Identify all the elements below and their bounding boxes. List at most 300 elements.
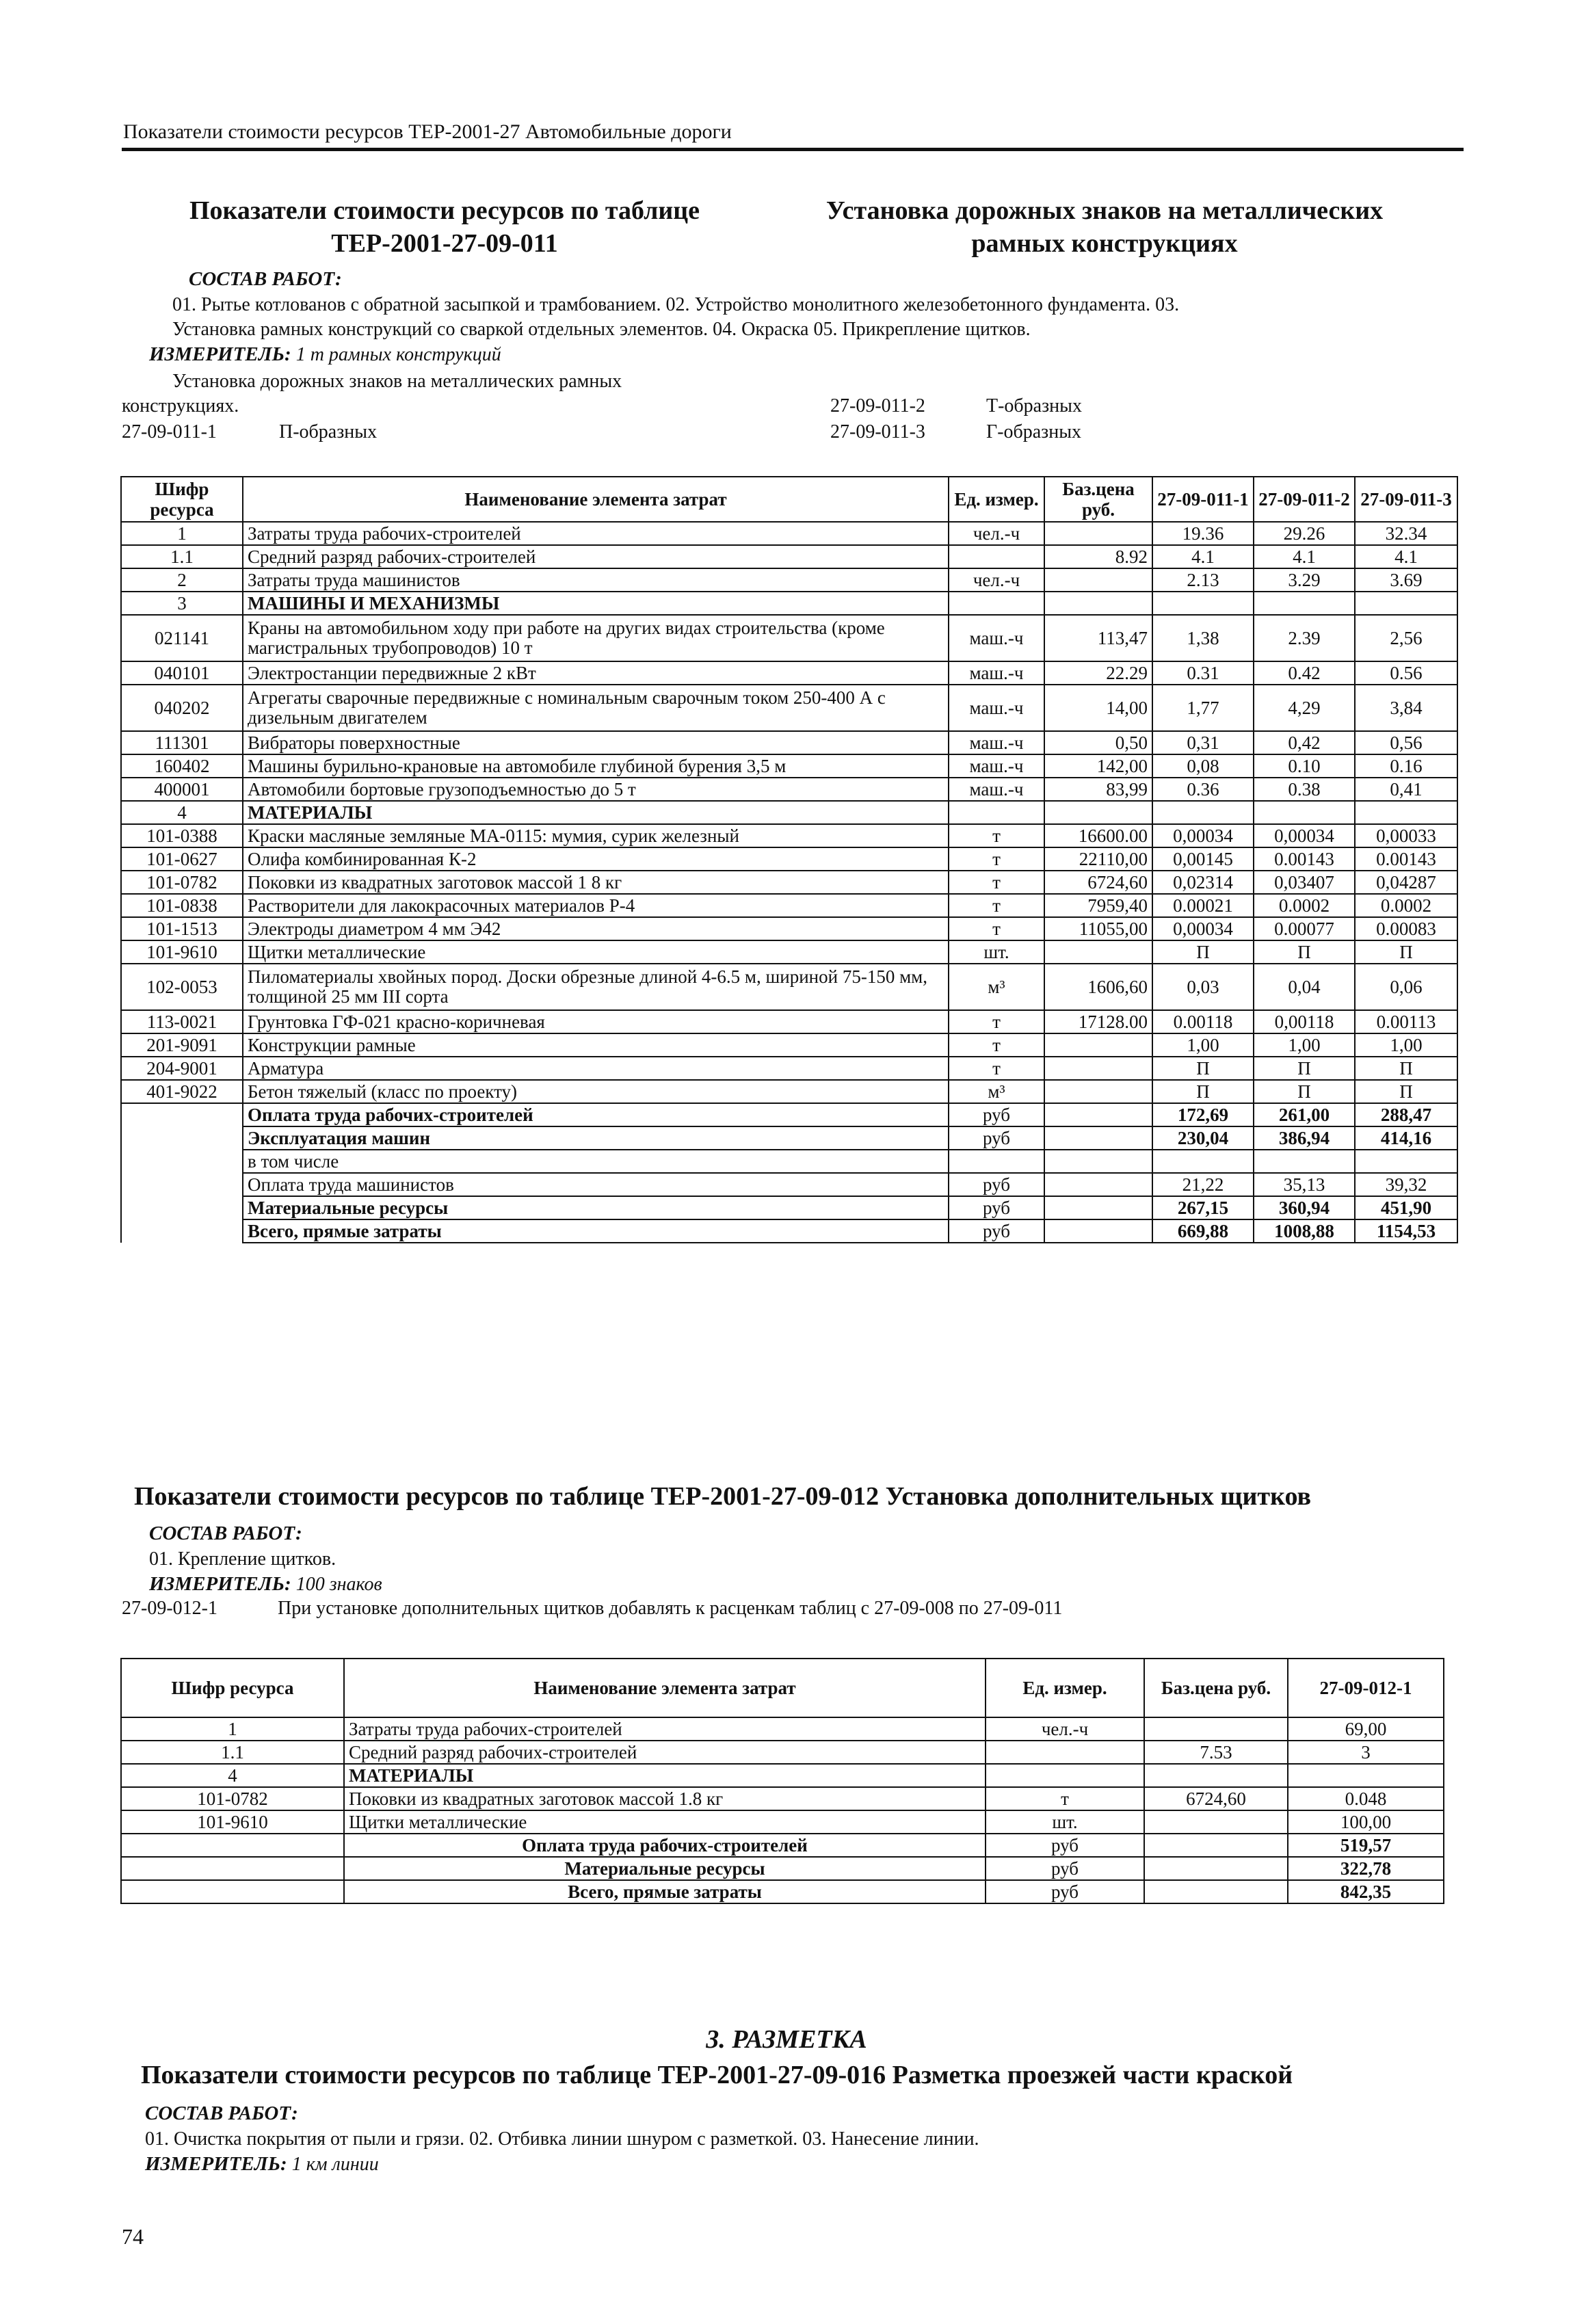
value-cell: 0.00113 xyxy=(1355,1010,1457,1033)
value-cell: 4,29 xyxy=(1254,685,1355,731)
value-cell: 21,22 xyxy=(1152,1173,1254,1196)
totals-label-cell: Эксплуатация машин xyxy=(243,1126,949,1150)
cost-element-name-cell: Пиломатериалы хвойных пород. Доски обрезные длиной 4-6.5 м, шириной 75-150 мм, толщиной 25 мм III сорта xyxy=(243,964,949,1010)
unit-cell: т xyxy=(949,917,1044,940)
sec012-meter xyxy=(149,1572,382,1597)
sec011-title-right-line2: рамных конструкциях xyxy=(971,229,1238,258)
value-cell xyxy=(1254,592,1355,615)
unit-cell: маш.-ч xyxy=(949,615,1044,661)
base-price-cell: 22110,00 xyxy=(1044,847,1152,871)
empty-cell xyxy=(121,1126,243,1150)
value-cell: 172,69 xyxy=(1152,1103,1254,1126)
resource-code-cell: 021141 xyxy=(121,615,243,661)
sec011-title-left xyxy=(137,194,752,260)
sec011-item3-name: Г-образных xyxy=(986,421,1082,443)
totals-row xyxy=(121,1880,1444,1903)
unit-cell: маш.-ч xyxy=(949,685,1044,731)
unit-cell: т xyxy=(949,847,1044,871)
chapter-title: 3. РАЗМЕТКА xyxy=(706,2025,867,2054)
base-price-cell: 14,00 xyxy=(1044,685,1152,731)
base-price-cell: 7959,40 xyxy=(1044,894,1152,917)
value-cell: 2,56 xyxy=(1355,615,1457,661)
totals-label-cell: в том числе xyxy=(243,1150,949,1173)
sec011-table-body xyxy=(121,522,1457,1243)
value-cell: 669,88 xyxy=(1152,1219,1254,1243)
col-header: 27-09-011-3 xyxy=(1355,477,1457,522)
empty-cell xyxy=(1044,1150,1152,1173)
value-cell: 69,00 xyxy=(1288,1717,1444,1741)
empty-cell xyxy=(1144,1834,1288,1857)
value-cell xyxy=(1254,801,1355,824)
resource-code-cell: 4 xyxy=(121,801,243,824)
totals-row xyxy=(121,1103,1457,1126)
value-cell: 0,08 xyxy=(1152,754,1254,778)
value-cell: 0,00034 xyxy=(1152,917,1254,940)
base-price-cell xyxy=(1044,522,1152,545)
unit-cell xyxy=(986,1741,1144,1764)
value-cell: П xyxy=(1152,1057,1254,1080)
cost-element-name-cell: Поковки из квадратных заготовок массой 1 8 кг xyxy=(243,871,949,894)
base-price-cell xyxy=(1044,568,1152,592)
empty-cell xyxy=(1044,1103,1152,1126)
sec012-table xyxy=(120,1658,1444,1904)
empty-cell xyxy=(1144,1880,1288,1903)
value-cell: 414,16 xyxy=(1355,1126,1457,1150)
totals-row xyxy=(121,1834,1444,1857)
value-cell xyxy=(1355,801,1457,824)
sec016-work-label: СОСТАВ РАБОТ: xyxy=(145,2102,298,2124)
resource-code-cell: 101-9610 xyxy=(121,1810,344,1834)
sec016-work-line: 01. Очистка покрытия от пыли и грязи. 02. Отбивка линии шнуром с разметкой. 03. Нанесение линии. xyxy=(145,2128,979,2150)
value-cell: 3.29 xyxy=(1254,568,1355,592)
value-cell: 0.0002 xyxy=(1355,894,1457,917)
base-price-cell xyxy=(1044,1080,1152,1103)
value-cell: 19.36 xyxy=(1152,522,1254,545)
unit-cell: т xyxy=(949,1057,1044,1080)
value-cell: 0,00034 xyxy=(1152,824,1254,847)
cost-element-name-cell: Щитки металлические xyxy=(344,1810,986,1834)
sec011-work-label: СОСТАВ РАБОТ: xyxy=(189,268,342,290)
unit-cell: м³ xyxy=(949,1080,1044,1103)
resource-code-cell: 1.1 xyxy=(121,1741,344,1764)
value-cell: 0.36 xyxy=(1152,778,1254,801)
unit-cell xyxy=(949,801,1044,824)
value-cell: 1,00 xyxy=(1355,1033,1457,1057)
base-price-cell: 8.92 xyxy=(1044,545,1152,568)
table-row xyxy=(121,522,1457,545)
unit-cell: чел.-ч xyxy=(986,1717,1144,1741)
totals-row xyxy=(121,1219,1457,1243)
sec012-work-line: 01. Крепление щитков. xyxy=(149,1548,336,1570)
cost-element-name-cell: Бетон тяжелый (класс по проекту) xyxy=(243,1080,949,1103)
value-cell: 1154,53 xyxy=(1355,1219,1457,1243)
cost-element-name-cell: Щитки металлические xyxy=(243,940,949,964)
resource-code-cell: 040202 xyxy=(121,685,243,731)
value-cell: 451,90 xyxy=(1355,1196,1457,1219)
table-row xyxy=(121,1764,1444,1787)
value-cell: П xyxy=(1355,940,1457,964)
value-cell: 0,03407 xyxy=(1254,871,1355,894)
totals-label-cell: Оплата труда рабочих-строителей xyxy=(344,1834,986,1857)
value-cell: 1,00 xyxy=(1152,1033,1254,1057)
value-cell: 0,02314 xyxy=(1152,871,1254,894)
resource-code-cell: 3 xyxy=(121,592,243,615)
col-header: 27-09-012-1 xyxy=(1288,1659,1444,1717)
value-cell: 230,04 xyxy=(1152,1126,1254,1150)
value-cell: 360,94 xyxy=(1254,1196,1355,1219)
value-cell: 0,41 xyxy=(1355,778,1457,801)
unit-cell: маш.-ч xyxy=(949,661,1044,685)
totals-row xyxy=(121,1857,1444,1880)
table-row xyxy=(121,778,1457,801)
header-rule xyxy=(122,148,1464,151)
cost-element-name-cell: Вибраторы поверхностные xyxy=(243,731,949,754)
resource-code-cell: 040101 xyxy=(121,661,243,685)
base-price-cell xyxy=(1144,1810,1288,1834)
resource-code-cell: 101-0627 xyxy=(121,847,243,871)
sec012-table-header xyxy=(121,1659,1444,1717)
unit-cell: руб xyxy=(949,1196,1044,1219)
value-cell: 39,32 xyxy=(1355,1173,1457,1196)
cost-element-name-cell: Арматура xyxy=(243,1057,949,1080)
value-cell: 0.31 xyxy=(1152,661,1254,685)
resource-code-cell: 101-0782 xyxy=(121,1787,344,1810)
totals-row xyxy=(121,1196,1457,1219)
sec016-title: Показатели стоимости ресурсов по таблице ТЕР-2001-27-09-016 Разметка проезжей части краской xyxy=(141,2061,1293,2089)
sec011-desc-line2: конструкциях. xyxy=(122,395,239,417)
unit-cell: т xyxy=(949,871,1044,894)
resource-code-cell: 401-9022 xyxy=(121,1080,243,1103)
table-row xyxy=(121,1033,1457,1057)
value-cell: 0,04 xyxy=(1254,964,1355,1010)
value-cell: 0.00143 xyxy=(1355,847,1457,871)
table-row xyxy=(121,964,1457,1010)
col-header: Наименование элемента затрат xyxy=(243,477,949,522)
value-cell: 519,57 xyxy=(1288,1834,1444,1857)
totals-label-cell: Оплата труда машинистов xyxy=(243,1173,949,1196)
cost-element-name-cell: Краны на автомобильном ходу при работе на других видах строительства (кроме магистральных трубопроводов) 10 т xyxy=(243,615,949,661)
value-cell: 0.00077 xyxy=(1254,917,1355,940)
value-cell: 0,31 xyxy=(1152,731,1254,754)
empty-cell xyxy=(121,1880,344,1903)
base-price-cell xyxy=(1044,1033,1152,1057)
empty-cell xyxy=(121,1834,344,1857)
resource-code-cell: 113-0021 xyxy=(121,1010,243,1033)
unit-cell: руб xyxy=(986,1834,1144,1857)
value-cell: П xyxy=(1355,1080,1457,1103)
sec011-item3-code: 27-09-011-3 xyxy=(830,421,925,443)
unit-cell: т xyxy=(949,1010,1044,1033)
empty-cell xyxy=(1044,1196,1152,1219)
cost-element-name-cell: Краски масляные земляные МА-0115: мумия, сурик железный xyxy=(243,824,949,847)
table-row xyxy=(121,545,1457,568)
resource-code-cell: 201-9091 xyxy=(121,1033,243,1057)
empty-cell xyxy=(121,1150,243,1173)
cost-element-name-cell: Электроды диаметром 4 мм Э42 xyxy=(243,917,949,940)
col-header: Наименование элемента затрат xyxy=(344,1659,986,1717)
value-cell: 35,13 xyxy=(1254,1173,1355,1196)
col-header: 27-09-011-2 xyxy=(1254,477,1355,522)
value-cell: 0.00083 xyxy=(1355,917,1457,940)
base-price-cell: 1606,60 xyxy=(1044,964,1152,1010)
unit-cell: руб xyxy=(986,1880,1144,1903)
value-cell: 1,00 xyxy=(1254,1033,1355,1057)
value-cell: 0,03 xyxy=(1152,964,1254,1010)
unit-cell: т xyxy=(986,1787,1144,1810)
sec011-title-left-line2: ТЕР-2001-27-09-011 xyxy=(331,229,558,258)
unit-cell: т xyxy=(949,894,1044,917)
col-header: Баз.цена руб. xyxy=(1144,1659,1288,1717)
sec011-item1-name: П-образных xyxy=(279,421,378,443)
sec011-item2-code: 27-09-011-2 xyxy=(830,395,925,417)
unit-cell: чел.-ч xyxy=(949,568,1044,592)
cost-element-name-cell: МАТЕРИАЛЫ xyxy=(344,1764,986,1787)
cost-element-name-cell: Конструкции рамные xyxy=(243,1033,949,1057)
cost-element-name-cell: Машины бурильно-крановые на автомобиле глубиной бурения 3,5 м xyxy=(243,754,949,778)
resource-code-cell: 1.1 xyxy=(121,545,243,568)
base-price-cell xyxy=(1144,1764,1288,1787)
value-cell: 0.56 xyxy=(1355,661,1457,685)
cost-element-name-cell: МАШИНЫ И МЕХАНИЗМЫ xyxy=(243,592,949,615)
value-cell xyxy=(1152,1150,1254,1173)
resource-code-cell: 4 xyxy=(121,1764,344,1787)
resource-code-cell: 1 xyxy=(121,1717,344,1741)
resource-code-cell: 101-0782 xyxy=(121,871,243,894)
table-row xyxy=(121,1717,1444,1741)
table-row xyxy=(121,1787,1444,1810)
resource-code-cell: 111301 xyxy=(121,731,243,754)
col-header: Шифр ресурса xyxy=(121,477,243,522)
sec016-meter-value: 1 км линии xyxy=(291,2154,379,2175)
value-cell: 0,00034 xyxy=(1254,824,1355,847)
value-cell: 4.1 xyxy=(1254,545,1355,568)
cost-element-name-cell: МАТЕРИАЛЫ xyxy=(243,801,949,824)
base-price-cell: 0,50 xyxy=(1044,731,1152,754)
sec012-work-label: СОСТАВ РАБОТ: xyxy=(149,1522,302,1544)
sec012-meter-value: 100 знаков xyxy=(295,1574,382,1595)
unit-cell: т xyxy=(949,824,1044,847)
base-price-cell xyxy=(1044,1057,1152,1080)
base-price-cell: 17128.00 xyxy=(1044,1010,1152,1033)
resource-code-cell: 101-9610 xyxy=(121,940,243,964)
value-cell xyxy=(1355,592,1457,615)
empty-cell xyxy=(121,1196,243,1219)
value-cell: 1008,88 xyxy=(1254,1219,1355,1243)
cost-element-name-cell: Затраты труда рабочих-строителей xyxy=(344,1717,986,1741)
table-row xyxy=(121,824,1457,847)
empty-cell xyxy=(1044,1126,1152,1150)
value-cell: 3,84 xyxy=(1355,685,1457,731)
unit-cell: руб xyxy=(949,1126,1044,1150)
value-cell: 322,78 xyxy=(1288,1857,1444,1880)
unit-cell: маш.-ч xyxy=(949,754,1044,778)
sec011-table xyxy=(120,476,1458,1243)
value-cell: П xyxy=(1254,940,1355,964)
table-row xyxy=(121,1810,1444,1834)
cost-element-name-cell: Растворители для лакокрасочных материалов Р-4 xyxy=(243,894,949,917)
unit-cell xyxy=(949,545,1044,568)
resource-code-cell: 204-9001 xyxy=(121,1057,243,1080)
sec011-meter-value: 1 т рамных конструкций xyxy=(295,344,501,365)
value-cell: 0,04287 xyxy=(1355,871,1457,894)
unit-cell: чел.-ч xyxy=(949,522,1044,545)
cost-element-name-cell: Олифа комбинированная К-2 xyxy=(243,847,949,871)
table-row xyxy=(121,1057,1457,1080)
resource-code-cell: 102-0053 xyxy=(121,964,243,1010)
value-cell: 4.1 xyxy=(1152,545,1254,568)
unit-cell xyxy=(949,592,1044,615)
value-cell: П xyxy=(1355,1057,1457,1080)
value-cell xyxy=(1288,1764,1444,1787)
totals-row xyxy=(121,1173,1457,1196)
cost-element-name-cell: Поковки из квадратных заготовок массой 1.8 кг xyxy=(344,1787,986,1810)
value-cell: П xyxy=(1152,940,1254,964)
value-cell: П xyxy=(1254,1080,1355,1103)
unit-cell: т xyxy=(949,1033,1044,1057)
value-cell: 0,00033 xyxy=(1355,824,1457,847)
empty-cell xyxy=(121,1219,243,1243)
cost-element-name-cell: Средний разряд рабочих-строителей xyxy=(344,1741,986,1764)
base-price-cell: 22.29 xyxy=(1044,661,1152,685)
value-cell: 100,00 xyxy=(1288,1810,1444,1834)
value-cell xyxy=(1254,1150,1355,1173)
cost-element-name-cell: Агрегаты сварочные передвижные с номинальным сварочным током 250-400 А с дизельным двигателем xyxy=(243,685,949,731)
value-cell: 0.00021 xyxy=(1152,894,1254,917)
value-cell: 0,06 xyxy=(1355,964,1457,1010)
value-cell: 0,00118 xyxy=(1254,1010,1355,1033)
cost-element-name-cell: Средний разряд рабочих-строителей xyxy=(243,545,949,568)
base-price-cell xyxy=(1144,1717,1288,1741)
unit-cell: маш.-ч xyxy=(949,778,1044,801)
table-row xyxy=(121,1080,1457,1103)
table-row xyxy=(121,847,1457,871)
value-cell: 386,94 xyxy=(1254,1126,1355,1150)
base-price-cell: 6724,60 xyxy=(1144,1787,1288,1810)
sec011-title-right xyxy=(780,194,1429,260)
value-cell: 0.00118 xyxy=(1152,1010,1254,1033)
table-row xyxy=(121,894,1457,917)
empty-cell xyxy=(121,1103,243,1126)
value-cell: 1,38 xyxy=(1152,615,1254,661)
totals-row xyxy=(121,1150,1457,1173)
empty-cell xyxy=(1044,1173,1152,1196)
base-price-cell xyxy=(1044,592,1152,615)
value-cell: 2.13 xyxy=(1152,568,1254,592)
resource-code-cell: 101-0838 xyxy=(121,894,243,917)
sec011-meter xyxy=(149,342,501,367)
base-price-cell: 16600.00 xyxy=(1044,824,1152,847)
value-cell xyxy=(1355,1150,1457,1173)
sec011-work-line1: 01. Рытье котлованов с обратной засыпкой и трамбованием. 02. Устройство монолитного железобетонного фундамента. 03. xyxy=(172,294,1180,315)
value-cell: 0,42 xyxy=(1254,731,1355,754)
col-header: Баз.цена руб. xyxy=(1044,477,1152,522)
table-row xyxy=(121,801,1457,824)
unit-cell xyxy=(986,1764,1144,1787)
value-cell: 0.38 xyxy=(1254,778,1355,801)
base-price-cell: 113,47 xyxy=(1044,615,1152,661)
totals-label-cell: Оплата труда рабочих-строителей xyxy=(243,1103,949,1126)
cost-element-name-cell: Автомобили бортовые грузоподъемностью до 5 т xyxy=(243,778,949,801)
totals-label-cell: Всего, прямые затраты xyxy=(344,1880,986,1903)
sec012-item-code: 27-09-012-1 xyxy=(122,1598,217,1619)
table-row xyxy=(121,917,1457,940)
cost-element-name-cell: Грунтовка ГФ-021 красно-коричневая xyxy=(243,1010,949,1033)
sec011-title-right-line1: Установка дорожных знаков на металлических xyxy=(825,196,1384,225)
totals-label-cell: Всего, прямые затраты xyxy=(243,1219,949,1243)
unit-cell: м³ xyxy=(949,964,1044,1010)
table-row xyxy=(121,592,1457,615)
value-cell: 0.00143 xyxy=(1254,847,1355,871)
resource-code-cell: 2 xyxy=(121,568,243,592)
sec012-item-text: При установке дополнительных щитков добавлять к расценкам таблиц с 27-09-008 по 27-09-011 xyxy=(278,1598,1063,1619)
sec011-work-line2: Установка рамных конструкций со сваркой отдельных элементов. 04. Окраска 05. Прикрепление щитков. xyxy=(172,319,1031,340)
value-cell: 0.0002 xyxy=(1254,894,1355,917)
empty-cell xyxy=(121,1857,344,1880)
cost-element-name-cell: Электростанции передвижные 2 кВт xyxy=(243,661,949,685)
unit-cell: шт. xyxy=(949,940,1044,964)
unit-cell: шт. xyxy=(986,1810,1144,1834)
value-cell: 267,15 xyxy=(1152,1196,1254,1219)
value-cell: 0,56 xyxy=(1355,731,1457,754)
empty-cell xyxy=(1144,1857,1288,1880)
table-row xyxy=(121,615,1457,661)
sec011-title-left-line1: Показатели стоимости ресурсов по таблице xyxy=(189,196,700,225)
sec016-meter-label: ИЗМЕРИТЕЛЬ: xyxy=(145,2153,287,2175)
table-row xyxy=(121,940,1457,964)
totals-label-cell: Материальные ресурсы xyxy=(344,1857,986,1880)
sec011-item2-name: Т-образных xyxy=(986,395,1082,417)
sec011-meter-label: ИЗМЕРИТЕЛЬ: xyxy=(149,343,291,365)
unit-cell: руб xyxy=(986,1857,1144,1880)
col-header: Шифр ресурса xyxy=(121,1659,344,1717)
unit-cell: руб xyxy=(949,1219,1044,1243)
totals-row xyxy=(121,1126,1457,1150)
resource-code-cell: 1 xyxy=(121,522,243,545)
table-row xyxy=(121,754,1457,778)
table-row xyxy=(121,568,1457,592)
empty-cell xyxy=(1044,1219,1152,1243)
value-cell: 0.42 xyxy=(1254,661,1355,685)
resource-code-cell: 160402 xyxy=(121,754,243,778)
col-header: Ед. измер. xyxy=(949,477,1044,522)
value-cell: 0,00145 xyxy=(1152,847,1254,871)
cost-element-name-cell: Затраты труда машинистов xyxy=(243,568,949,592)
unit-cell: маш.-ч xyxy=(949,731,1044,754)
sec011-item1-code: 27-09-011-1 xyxy=(122,421,217,443)
resource-code-cell: 101-1513 xyxy=(121,917,243,940)
value-cell: 288,47 xyxy=(1355,1103,1457,1126)
table-row xyxy=(121,1741,1444,1764)
base-price-cell xyxy=(1044,940,1152,964)
value-cell: 32.34 xyxy=(1355,522,1457,545)
base-price-cell: 11055,00 xyxy=(1044,917,1152,940)
sec011-table-header xyxy=(121,477,1457,522)
table-row xyxy=(121,661,1457,685)
value-cell: 3.69 xyxy=(1355,568,1457,592)
col-header: Ед. измер. xyxy=(986,1659,1144,1717)
base-price-cell: 7.53 xyxy=(1144,1741,1288,1764)
base-price-cell: 142,00 xyxy=(1044,754,1152,778)
sec016-meter xyxy=(145,2152,379,2177)
table-row xyxy=(121,1010,1457,1033)
base-price-cell xyxy=(1044,801,1152,824)
value-cell: 1,77 xyxy=(1152,685,1254,731)
table-row xyxy=(121,731,1457,754)
value-cell: 261,00 xyxy=(1254,1103,1355,1126)
value-cell: 0.10 xyxy=(1254,754,1355,778)
running-header: Показатели стоимости ресурсов ТЕР-2001-27 Автомобильные дороги xyxy=(123,120,732,143)
value-cell: 29.26 xyxy=(1254,522,1355,545)
